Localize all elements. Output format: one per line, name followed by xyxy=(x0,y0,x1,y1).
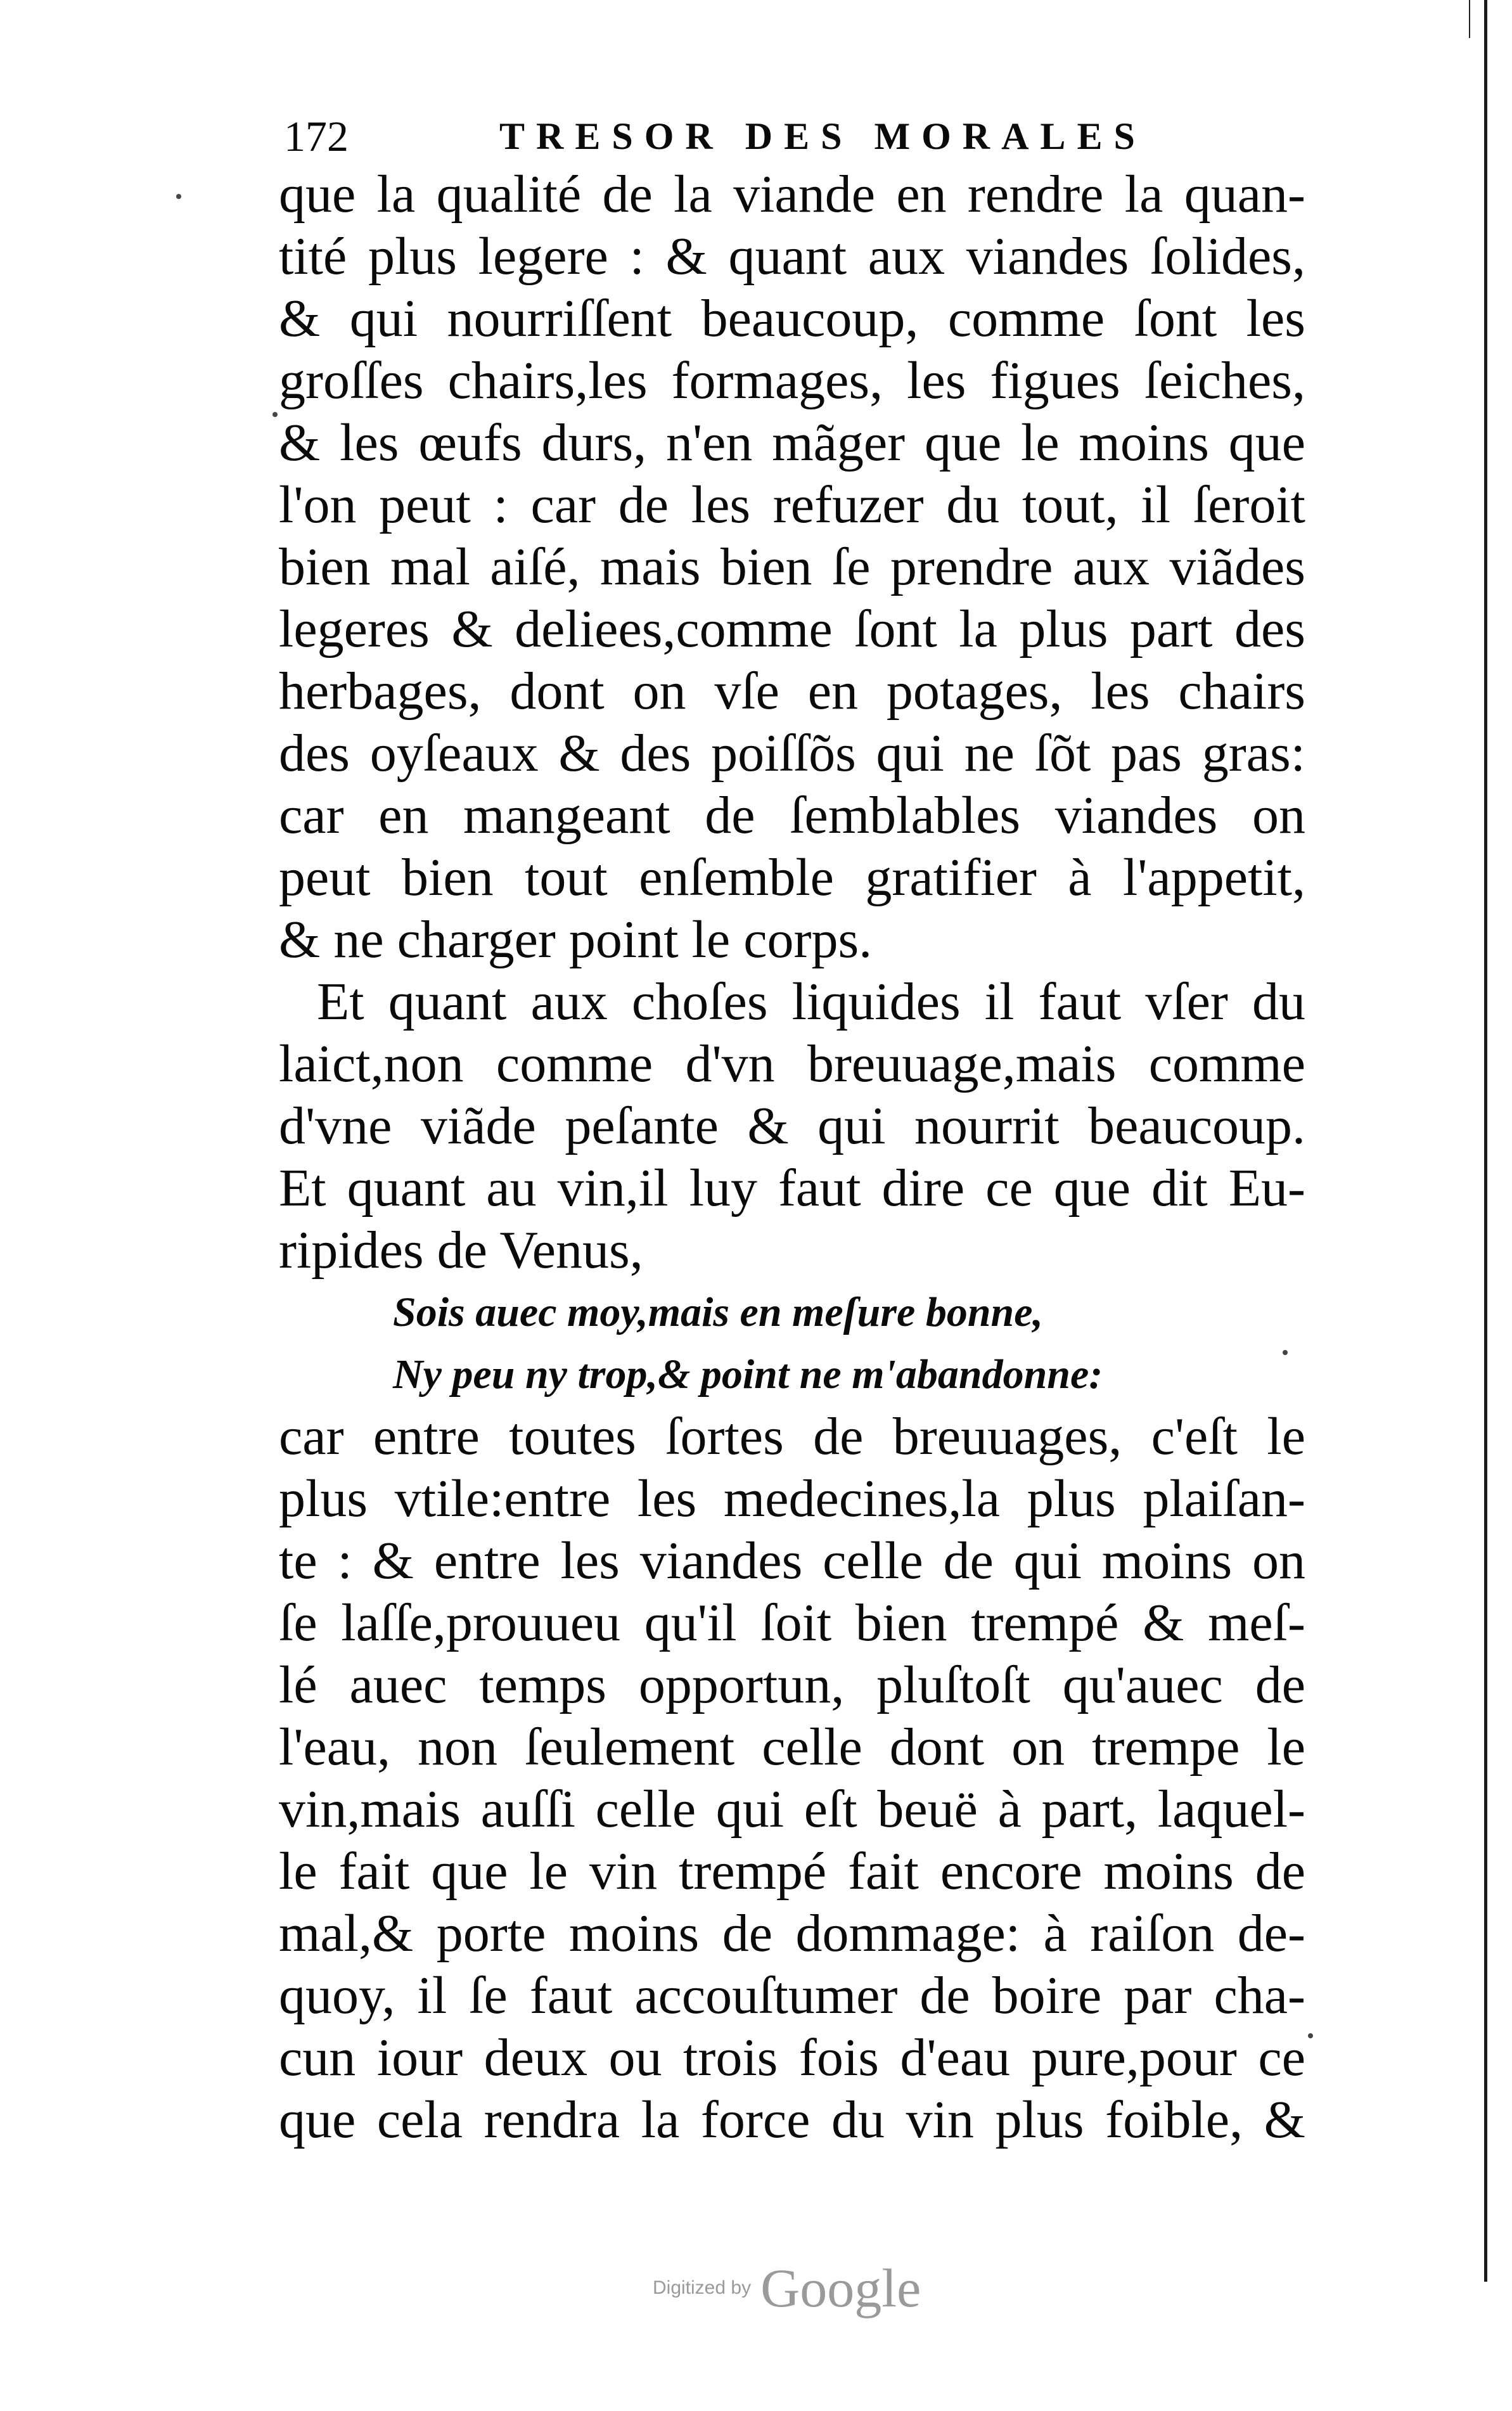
page-edge-mark xyxy=(1469,0,1470,38)
text-line: car en mangeant de ſemblables viandes on xyxy=(279,786,1305,845)
text-line: ripides de Venus, xyxy=(279,1221,643,1280)
digitized-by-google-watermark xyxy=(653,2256,919,2326)
verse-line: Sois auec moy,mais en meſure bonne, xyxy=(393,1289,1044,1335)
text-line: peut bien tout enſemble gratifier à l'appetit, xyxy=(279,848,1305,907)
text-line: le fait que le vin trempé fait encore moins de xyxy=(279,1842,1305,1901)
watermark-prefix: Digitized by xyxy=(653,2277,752,2298)
text-line: mal,& porte moins de dommage: à raiſon de- xyxy=(279,1904,1305,1963)
text-line: l'on peut : car de les refuzer du tout, il ſeroit xyxy=(279,475,1305,534)
text-line: plus vtile:entre les medecines,la plus plaiſan- xyxy=(279,1469,1305,1528)
margin-speck xyxy=(1308,2033,1313,2038)
text-line: l'eau, non ſeulement celle dont on trempe le xyxy=(279,1718,1305,1777)
google-logo: Google xyxy=(760,2258,921,2318)
text-line: & ne charger point le corps. xyxy=(279,910,873,969)
text-line: Et quant au vin,il luy faut dire ce que dit Eu- xyxy=(279,1159,1305,1218)
margin-speck xyxy=(272,412,278,417)
paragraph-start-line: Et quant aux choſes liquides il faut vſer du xyxy=(317,972,1305,1031)
text-line: que cela rendra la force du vin plus foible, & xyxy=(279,2090,1305,2149)
text-line: que la qualité de la viande en rendre la quan- xyxy=(279,165,1305,224)
text-line: & qui nourriſſent beaucoup, comme ſont les xyxy=(279,289,1305,348)
body-text xyxy=(279,164,1305,2151)
text-line: lé auec temps opportun, pluſtoſt qu'auec de xyxy=(279,1656,1305,1714)
text-line: legeres & deliees,comme ſont la plus part des xyxy=(279,600,1305,659)
text-line: te : & entre les viandes celle de qui moins on xyxy=(279,1531,1305,1590)
text-line: cun iour deux ou trois fois d'eau pure,pour ce xyxy=(279,2028,1305,2087)
text-line: ſe laſſe,prouueu qu'il ſoit bien trempé & meſ- xyxy=(279,1593,1305,1652)
text-line: car entre toutes ſortes de breuuages, c'eſt le xyxy=(279,1407,1305,1466)
text-line: d'vne viãde peſante & qui nourrit beaucoup. xyxy=(279,1096,1305,1155)
text-line: laict,non comme d'vn breuuage,mais comme xyxy=(279,1034,1305,1093)
page-edge-rule xyxy=(1484,0,1487,2282)
margin-speck xyxy=(176,194,181,199)
page-number: 172 xyxy=(284,112,349,160)
text-line: & les œufs durs, n'en mãger que le moins que xyxy=(279,413,1305,472)
verse-line: Ny peu ny trop,& point ne m'abandonne: xyxy=(393,1351,1103,1398)
text-line: des oyſeaux & des poiſſõs qui ne ſõt pas gras: xyxy=(279,724,1305,783)
running-title: TRESOR DES MORALES xyxy=(499,115,1146,157)
text-line: tité plus legere : & quant aux viandes ſolides, xyxy=(279,227,1305,286)
text-line: herbages, dont on vſe en potages, les chairs xyxy=(279,662,1305,721)
text-line: bien mal aiſé, mais bien ſe prendre aux viãdes xyxy=(279,537,1305,596)
text-line: vin,mais auſſi celle qui eſt beuë à part, laquel- xyxy=(279,1780,1305,1839)
text-line: quoy, il ſe faut accouſtumer de boire par cha- xyxy=(279,1966,1305,2025)
text-line: groſſes chairs,les formages, les figues ſeiches, xyxy=(279,351,1305,410)
